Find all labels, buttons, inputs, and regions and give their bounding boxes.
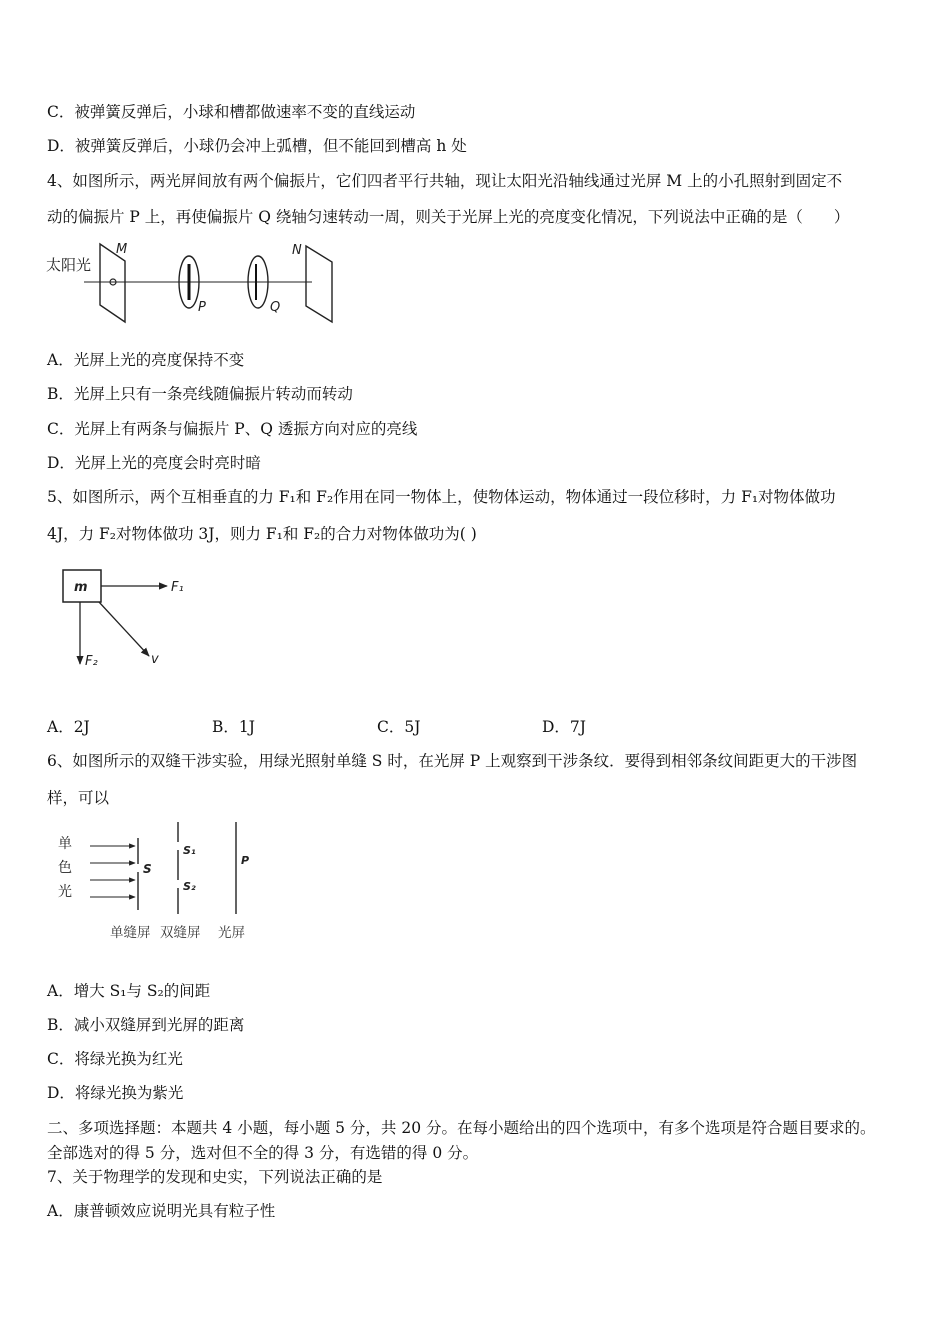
q4-stem-line2: 动的偏振片 P 上，再使偏振片 Q 绕轴匀速转动一周，则关于光屏上光的亮度变化情况，下列说法中正确的是（ ）	[47, 208, 850, 226]
mono-light-char1: 单	[58, 836, 72, 852]
q3-option-d: D．被弹簧反弹后，小球仍会冲上弧槽，但不能回到槽高 h 处	[47, 137, 467, 155]
q5-option-c: C．5J	[377, 718, 421, 736]
q5-stem-line1: 5、如图所示，两个互相垂直的力 F₁和 F₂作用在同一物体上，使物体运动，物体通过一段位移时，力 F₁对物体做功	[47, 488, 836, 506]
velocity-label: v	[151, 652, 159, 667]
q6-stem-line2: 样，可以	[47, 789, 110, 807]
q5-option-d: D．7J	[542, 718, 587, 736]
force-f1-label: F₁	[171, 580, 184, 595]
double-slit-figure	[55, 818, 265, 946]
slit-s1-label: S₁	[183, 844, 196, 857]
slit-s-label: S	[143, 862, 152, 876]
mono-light-char3: 光	[58, 884, 72, 900]
polarizer-figure	[44, 236, 344, 332]
q7-option-a: A．康普顿效应说明光具有粒子性	[47, 1202, 276, 1220]
mono-light-char2: 色	[58, 860, 72, 876]
q7-stem: 7、关于物理学的发现和史实，下列说法正确的是	[47, 1168, 383, 1186]
q6-stem-line1: 6、如图所示的双缝干涉实验，用绿光照射单缝 S 时，在光屏 P 上观察到干涉条纹．要得到相邻条纹间距更大的干涉图	[47, 752, 858, 770]
q6-option-b: B．减小双缝屏到光屏的距离	[47, 1016, 245, 1034]
caption-single-slit-screen: 单缝屏	[110, 925, 151, 941]
caption-double-slit-screen: 双缝屏	[160, 925, 201, 941]
screen-p-label: P	[241, 854, 250, 867]
polarizer-p-label: P	[198, 300, 206, 315]
screen-m-label: M	[116, 242, 128, 257]
q4-option-c: C．光屏上有两条与偏振片 P、Q 透振方向对应的亮线	[47, 420, 418, 438]
caption-light-screen: 光屏	[218, 925, 245, 941]
polarizer-q-label: Q	[270, 300, 281, 315]
q4-option-a: A．光屏上光的亮度保持不变	[47, 351, 245, 369]
q4-option-d: D．光屏上光的亮度会时亮时暗	[47, 454, 261, 472]
section2-heading-line2: 全部选对的得 5 分，选对但不全的得 3 分，有选错的得 0 分。	[47, 1144, 479, 1162]
section2-heading-line1: 二、多项选择题：本题共 4 小题，每小题 5 分，共 20 分。在每小题给出的四个选项中，有多个选项是符合题目要求的。	[47, 1119, 876, 1137]
q5-option-b: B．1J	[212, 718, 255, 736]
q5-option-a: A．2J	[47, 718, 90, 736]
mass-label: m	[74, 580, 88, 595]
q4-option-b: B．光屏上只有一条亮线随偏振片转动而转动	[47, 385, 353, 403]
screen-n	[306, 246, 332, 322]
q6-option-a: A．增大 S₁与 S₂的间距	[47, 982, 211, 1000]
sunlight-label: 太阳光	[46, 256, 92, 274]
velocity-arrow	[99, 602, 149, 656]
q6-option-d: D．将绿光换为紫光	[47, 1084, 184, 1102]
q6-option-c: C．将绿光换为红光	[47, 1050, 183, 1068]
force-figure	[55, 562, 205, 672]
force-f2-label: F₂	[85, 654, 98, 669]
q3-option-c: C．被弹簧反弹后，小球和槽都做速率不变的直线运动	[47, 103, 416, 121]
q5-stem-line2: 4J，力 F₂对物体做功 3J，则力 F₁和 F₂的合力对物体做功为( )	[47, 525, 477, 543]
q4-stem-line1: 4、如图所示，两光屏间放有两个偏振片，它们四者平行共轴，现让太阳光沿轴线通过光屏 M 上的小孔照射到固定不	[47, 172, 843, 190]
slit-s2-label: S₂	[183, 880, 196, 893]
screen-n-label: N	[292, 243, 302, 258]
